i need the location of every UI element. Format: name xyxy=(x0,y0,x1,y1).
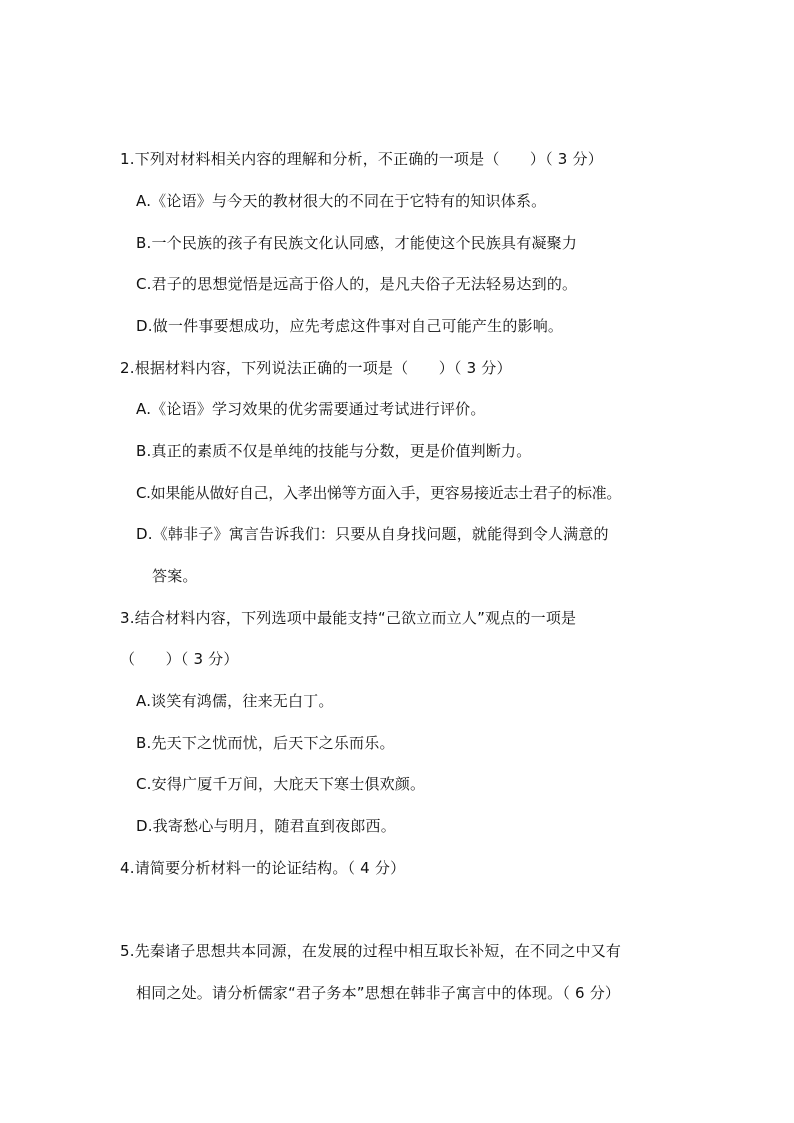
question-3-option-c: C.安得广厦千万间，大庇天下寒士俱欢颜。 xyxy=(136,775,426,793)
question-2-option-a: A.《论语》学习效果的优劣需要通过考试进行评价。 xyxy=(136,400,486,418)
question-3-option-a: A.谈笑有鸿儒，往来无白丁。 xyxy=(136,692,334,710)
question-2-stem: 2.根据材料内容，下列说法正确的一项是（ ）（ 3 分） xyxy=(120,359,512,377)
question-1-option-d: D.做一件事要想成功，应先考虑这件事对自己可能产生的影响。 xyxy=(136,317,564,335)
question-2-option-d: D.《韩非子》寓言告诉我们：只要从自身找问题，就能得到令人满意的 xyxy=(136,525,609,543)
question-2-option-b: B.真正的素质不仅是单纯的技能与分数，更是价值判断力。 xyxy=(136,442,532,460)
question-1-option-c: C.君子的思想觉悟是远高于俗人的，是凡夫俗子无法轻易达到的。 xyxy=(136,275,578,293)
question-3-option-b: B.先天下之忧而忧，后天下之乐而乐。 xyxy=(136,734,395,752)
question-2-option-c: C.如果能从做好自己，入孝出悌等方面入手，更容易接近志士君子的标准。 xyxy=(136,484,622,502)
question-3-option-d: D.我寄愁心与明月，随君直到夜郎西。 xyxy=(136,817,396,835)
question-5-stem-continued: 相同之处。请分析儒家“君子务本”思想在韩非子寓言中的体现。（ 6 分） xyxy=(136,984,621,1002)
question-1-stem: 1.下列对材料相关内容的理解和分析，不正确的一项是（ ）（ 3 分） xyxy=(120,150,603,168)
question-3-stem-continued: （ ）（ 3 分） xyxy=(120,650,239,668)
question-5-stem: 5.先秦诸子思想共本同源，在发展的过程中相互取长补短，在不同之中又有 xyxy=(120,942,622,960)
question-1-option-b: B.一个民族的孩子有民族文化认同感，才能使这个民族具有凝聚力 xyxy=(136,234,578,252)
question-2-option-d-continued: 答案。 xyxy=(152,567,198,585)
question-3-stem: 3.结合材料内容，下列选项中最能支持“己欲立而立人”观点的一项是 xyxy=(120,609,577,627)
question-4-stem: 4.请简要分析材料一的论证结构。（ 4 分） xyxy=(120,859,406,877)
question-1-option-a: A.《论语》与今天的教材很大的不同在于它特有的知识体系。 xyxy=(136,192,547,210)
